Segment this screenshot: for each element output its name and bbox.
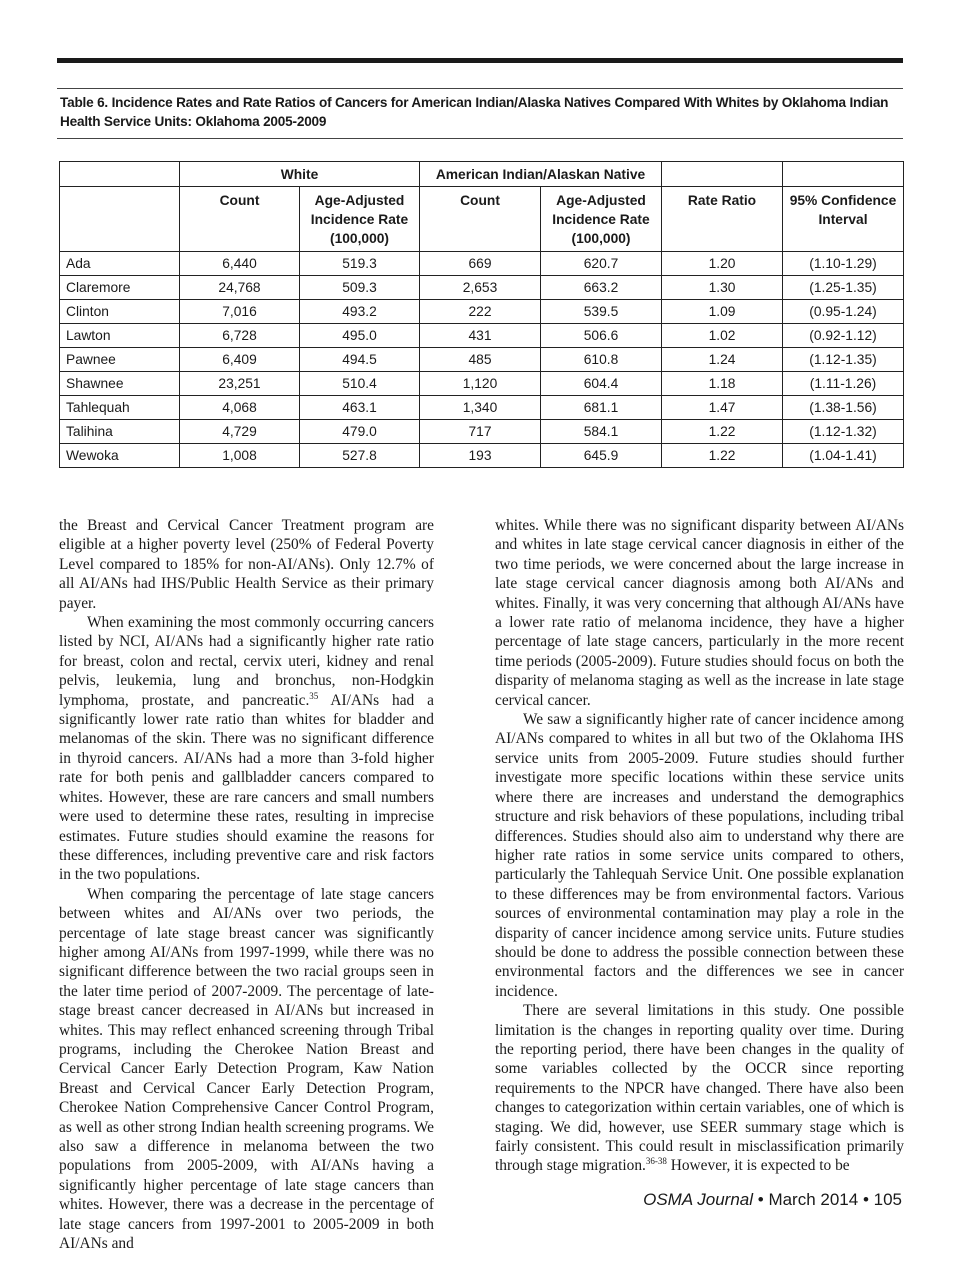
table-row (60, 252, 904, 276)
incidence-table (59, 161, 904, 468)
count-white-cell: 4,729 (180, 420, 300, 444)
paragraph: When examining the most commonly occurring cancers listed by NCI, AI/ANs had a significantly higher rate ratio for breast, colon and rectal, cervix uteri, kidney and renal pelvis, leukemia, lung and bronchus, non-Hodgkin lymphoma, prostate, and pancreatic.$^{35}$ AI/ANs had a significantly lower rate ratio than whites for bladder and melanomas of the skin. There was no significant difference in thyroid cancers. AI/ANs had a more than 3-fold higher rate for both penis and gallbladder cancers compared to whites. However, these are rare cancers and small numbers were used to determine these rates, resulting in imprecise estimates. Future studies should examine the reasons for these differences, including preventive care and risk factors in the two populations. (59, 614, 434, 884)
rate-white-cell: 527.8 (300, 444, 420, 468)
count-aian-cell: 222 (420, 300, 541, 324)
service-unit-cell: Wewoka (60, 444, 180, 468)
rate-ratio-cell: 1.22 (662, 420, 783, 444)
ci-cell: (1.11-1.26) (783, 372, 904, 396)
rate-aian-cell: 681.1 (541, 396, 662, 420)
rate-ratio-cell: 1.24 (662, 348, 783, 372)
table-row (60, 420, 904, 444)
body-column-left (59, 516, 434, 1253)
col-header-ci: 95% Confidence Interval (783, 187, 904, 252)
count-white-cell: 6,409 (180, 348, 300, 372)
count-aian-cell: 431 (420, 324, 541, 348)
rate-ratio-cell: 1.30 (662, 276, 783, 300)
footer-separator: • (753, 1190, 769, 1209)
count-aian-cell: 1,120 (420, 372, 541, 396)
paragraph: When comparing the percentage of late stage cancers between whites and AI/ANs over two periods, the percentage of late stage breast cancer was significantly higher among AI/ANs from 1997-1999, while there was no significant difference between the two racial groups seen in the later time period of 2007-2009. The percentage of late-stage breast cancer decreased in AI/ANs but increased in whites. This may reflect enhanced screening through Tribal programs, including the Cherokee Nation Breast and Cervical Cancer Early Detection Program, Kaw Nation Breast and Cervical Cancer Early Detection Program, Cherokee Nation Comprehensive Cancer Control Program, as well as other strong Indian health screening programs. We also saw a difference in melanoma between the two populations from 2005-2009, with AI/ANs having a significantly higher percentage of late stage cancers than whites. However, there was a decrease in the percentage of late stage cancers from 1997-2001 to 2005-2009 in both AI/ANs and (59, 885, 434, 1253)
service-unit-cell: Talihina (60, 420, 180, 444)
rate-white-cell: 494.5 (300, 348, 420, 372)
rate-white-cell: 509.3 (300, 276, 420, 300)
rate-white-cell: 493.2 (300, 300, 420, 324)
page-number: 105 (873, 1190, 902, 1209)
count-white-cell: 4,068 (180, 396, 300, 420)
reference-superscript: 35 (309, 690, 319, 701)
top-rule (57, 58, 903, 63)
rate-ratio-cell: 1.02 (662, 324, 783, 348)
col-header-rate-ratio: Rate Ratio (662, 187, 783, 252)
count-white-cell: 6,728 (180, 324, 300, 348)
header-blank (60, 162, 180, 187)
rate-ratio-cell: 1.47 (662, 396, 783, 420)
count-aian-cell: 485 (420, 348, 541, 372)
service-unit-cell: Claremore (60, 276, 180, 300)
paragraph: the Breast and Cervical Cancer Treatment program are eligible at a higher poverty level (250% of Federal Poverty Level compared to 185% for non-AI/ANs). Only 12.7% of all AI/ANs had IHS/Public Health Service as their primary payer. (59, 517, 434, 612)
table-row (60, 396, 904, 420)
header-blank (60, 187, 180, 252)
rate-white-cell: 519.3 (300, 252, 420, 276)
journal-name: OSMA Journal (643, 1190, 754, 1209)
col-header-rate-aian: Age-Adjusted Incidence Rate (100,000) (541, 187, 662, 252)
footer-separator: • (858, 1190, 874, 1209)
table-row (60, 300, 904, 324)
rate-aian-cell: 584.1 (541, 420, 662, 444)
col-header-rate-white: Age-Adjusted Incidence Rate (100,000) (300, 187, 420, 252)
service-unit-cell: Lawton (60, 324, 180, 348)
col-header-count-aian: Count (420, 187, 541, 252)
header-blank (662, 162, 783, 187)
group-header-white: White (180, 162, 420, 187)
count-white-cell: 23,251 (180, 372, 300, 396)
issue-date: March 2014 (768, 1190, 859, 1209)
rate-aian-cell: 610.8 (541, 348, 662, 372)
table-row (60, 276, 904, 300)
count-white-cell: 1,008 (180, 444, 300, 468)
paragraph: whites. While there was no significant disparity between AI/ANs and whites in late stage cervical cancer diagnosis in either of the two time periods, we were concerned about the large increase in late stage cervical cancer diagnosis among both AI/ANs and whites. Finally, it was very concerning that although AI/ANs have a lower rate ratio of melanoma incidence, they have a higher percentage of late stage cancers, particularly in the more recent time periods (2005-2009). Future studies should focus on both the disparity of melanoma staging as well as the increase in late stage cervical cancer. (495, 517, 904, 709)
rate-aian-cell: 539.5 (541, 300, 662, 324)
rate-aian-cell: 604.4 (541, 372, 662, 396)
count-aian-cell: 669 (420, 252, 541, 276)
ci-cell: (1.10-1.29) (783, 252, 904, 276)
rate-white-cell: 510.4 (300, 372, 420, 396)
group-header-aian: American Indian/Alaskan Native (420, 162, 662, 187)
rate-aian-cell: 645.9 (541, 444, 662, 468)
rate-ratio-cell: 1.09 (662, 300, 783, 324)
table-row (60, 324, 904, 348)
count-white-cell: 7,016 (180, 300, 300, 324)
ci-cell: (1.38-1.56) (783, 396, 904, 420)
ci-cell: (1.12-1.32) (783, 420, 904, 444)
caption-bottom-rule (57, 138, 903, 139)
service-unit-cell: Tahlequah (60, 396, 180, 420)
rate-aian-cell: 506.6 (541, 324, 662, 348)
caption-top-rule (57, 88, 903, 89)
rate-ratio-cell: 1.18 (662, 372, 783, 396)
count-white-cell: 24,768 (180, 276, 300, 300)
count-white-cell: 6,440 (180, 252, 300, 276)
col-header-count-white: Count (180, 187, 300, 252)
table-row (60, 372, 904, 396)
count-aian-cell: 717 (420, 420, 541, 444)
service-unit-cell: Ada (60, 252, 180, 276)
paragraph: We saw a significantly higher rate of cancer incidence among AI/ANs compared to whites in all but two of the Oklahoma IHS service units from 2005-2009. Future studies should further investigate more specific locations within these service units where there are increases and understand the demographics structure and risk behaviors of these populations, including tribal differences. Studies should also aim to understand why there are higher rate ratios in some service units compared to others, particularly the Tahlequah Service Unit. One possible explanation to these differences may be from environmental factors. Various sources of environmental contamination may play a role in the disparity of cancer incidence among service units. Future studies should be done to address the possible connection between these environmental factors and the differences we see in cancer incidence. (495, 711, 904, 1000)
ci-cell: (0.92-1.12) (783, 324, 904, 348)
rate-white-cell: 463.1 (300, 396, 420, 420)
paragraph: There are several limitations in this study. One possible limitation is the changes in reporting quality over time. During the reporting period, there have been changes in the quality of some variables collected by the OCCR since reporting requirements to the NPCR have changed. There have also been changes to categorization within certain variables, one of which is staging. We did, however, use SEER summary stage which is fairly consistent. This could result in misclassification primarily through stage migration.$^{36-38}$ However, it is expected to be (495, 1002, 904, 1175)
ci-cell: (0.95-1.24) (783, 300, 904, 324)
rate-aian-cell: 663.2 (541, 276, 662, 300)
table-caption: Table 6. Incidence Rates and Rate Ratios of Cancers for American Indian/Alaska Natives Compared With Whites by Oklahoma Indian Health Service Units: Oklahoma 2005-2009 (60, 95, 889, 129)
table-row (60, 444, 904, 468)
table-row (60, 348, 904, 372)
service-unit-cell: Shawnee (60, 372, 180, 396)
service-unit-cell: Clinton (60, 300, 180, 324)
ci-cell: (1.04-1.41) (783, 444, 904, 468)
rate-ratio-cell: 1.22 (662, 444, 783, 468)
rate-ratio-cell: 1.20 (662, 252, 783, 276)
page-footer (643, 1190, 902, 1210)
header-blank (783, 162, 904, 187)
rate-white-cell: 479.0 (300, 420, 420, 444)
ci-cell: (1.25-1.35) (783, 276, 904, 300)
rate-aian-cell: 620.7 (541, 252, 662, 276)
count-aian-cell: 2,653 (420, 276, 541, 300)
service-unit-cell: Pawnee (60, 348, 180, 372)
count-aian-cell: 193 (420, 444, 541, 468)
reference-superscript: 36-38 (645, 1156, 667, 1167)
ci-cell: (1.12-1.35) (783, 348, 904, 372)
count-aian-cell: 1,340 (420, 396, 541, 420)
rate-white-cell: 495.0 (300, 324, 420, 348)
body-column-right (495, 516, 904, 1176)
